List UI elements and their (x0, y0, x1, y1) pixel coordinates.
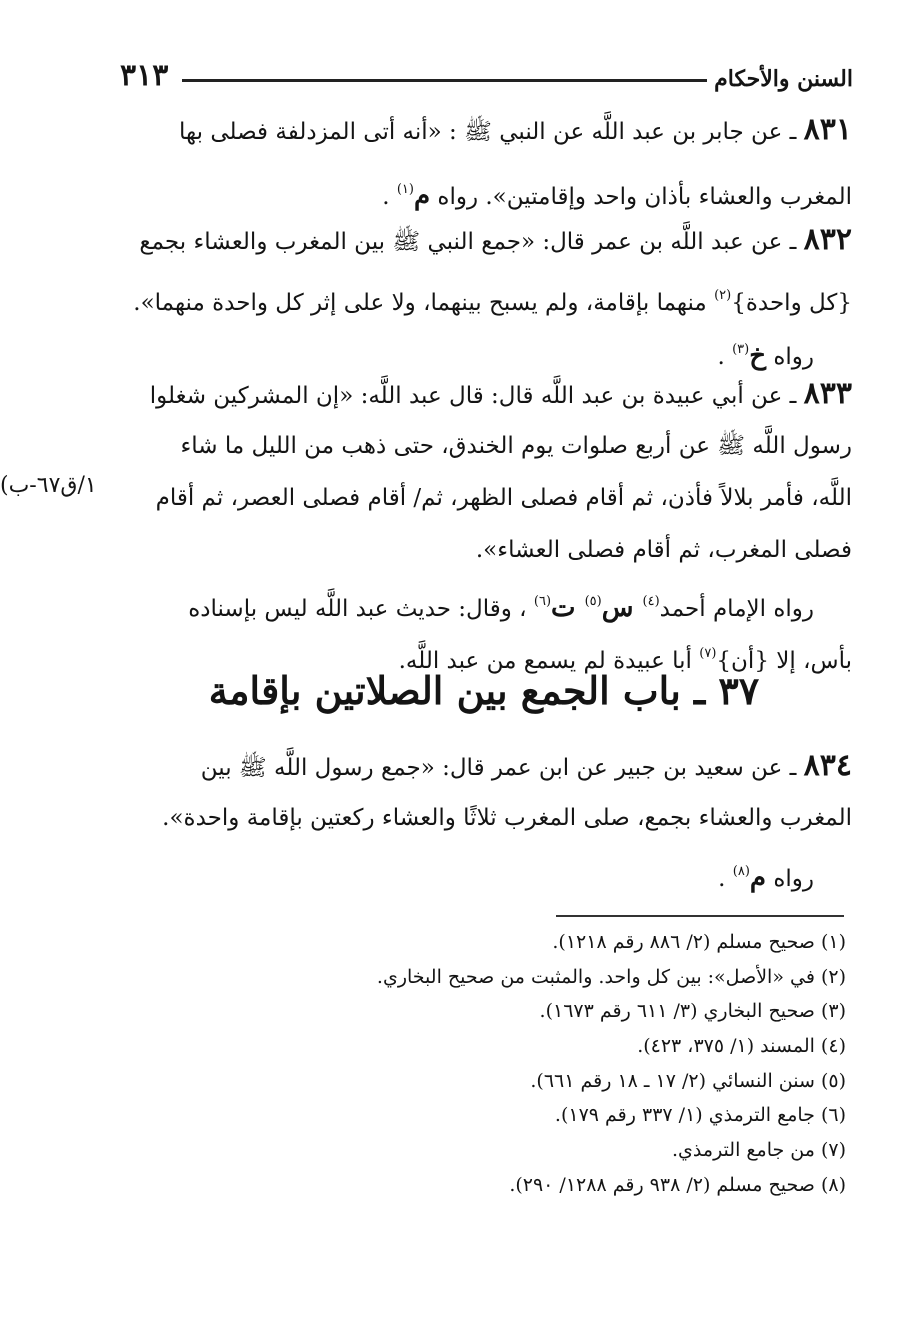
page-number: ٣١٣ (120, 58, 169, 93)
source-symbol: م (749, 863, 767, 893)
hadith-833-line-4 (116, 524, 852, 576)
hadith-number: ٨٣٣ (803, 376, 852, 411)
footnote-ref: (٤) (642, 594, 660, 609)
hadith-832-line-1 (116, 210, 852, 270)
running-header (118, 58, 853, 98)
hadith-text: ـ عن جابر بن عبد اللَّه عن النبي ﷺ : «أنه أتى المزدلفة فصلى بها (179, 119, 804, 145)
hadith-text: فصلى المغرب، ثم أقام فصلى العشاء». (475, 537, 852, 563)
manuscript-margin-note: (١/ق٦٧-ب (0, 473, 97, 498)
hadith-831-line-1 (116, 100, 852, 160)
footnote-ref: (٧) (699, 646, 717, 661)
header-rule (182, 79, 707, 82)
hadith-833-line-3 (116, 472, 852, 524)
source-symbol: س (601, 593, 643, 623)
hadith-833-line-5 (116, 576, 852, 628)
hadith-text: اللَّه، فأمر بلالاً فأذن، ثم أقام فصلى الظهر، ثم/ أقام فصلى العصر، ثم أقام (155, 485, 852, 511)
hadith-834 (116, 740, 852, 900)
hadith-text: المغرب والعشاء بأذان واحد وإقامتين». رواه (430, 184, 852, 210)
source-symbol: خ (749, 341, 767, 371)
hadith-834-line-1 (116, 740, 852, 792)
hadith-text: بأس، إلا {أن} (716, 648, 852, 674)
chapter-title: ٣٧ ـ باب الجمع بين الصلاتين بإقامة (208, 668, 760, 713)
hadith-834-line-2 (116, 792, 852, 844)
hadith-text: . (718, 866, 733, 892)
footnote-ref: (١) (396, 182, 414, 197)
source-symbol: م (413, 181, 431, 211)
hadith-text: منهما بإقامة، ولم يسبح بينهما، ولا على إثر كل واحدة منهما». (133, 290, 715, 316)
hadith-text: ـ عن سعيد بن جبير عن ابن عمر قال: «جمع رسول اللَّه ﷺ بين (200, 755, 804, 781)
footnote: (٧) من جامع الترمذي. (672, 1139, 846, 1162)
hadith-text: ـ عن عبد اللَّه بن عمر قال: «جمع النبي ﷺ بين المغرب والعشاء بجمع (139, 229, 804, 255)
footnote-ref: (٥) (584, 594, 602, 609)
hadith-text: رواه الإمام أحمد (659, 596, 814, 622)
hadith-text: . (382, 184, 397, 210)
footnote-ref: (٦) (533, 594, 552, 609)
footnote: (٨) صحيح مسلم (٢/ ٩٣٨ رقم ١٢٨٨/ ٢٩٠). (509, 1173, 846, 1196)
source-symbol: ت (551, 593, 585, 623)
footnote-ref: (٢) (714, 288, 732, 303)
hadith-text: رواه (766, 344, 814, 370)
hadith-number: ٨٣٢ (803, 222, 852, 257)
hadith-text: ، وقال: حديث عبد اللَّه ليس بإسناده (188, 596, 534, 622)
hadith-833-line-1 (116, 368, 852, 420)
hadith-833-line-2 (116, 420, 852, 472)
hadith-text: {كل واحدة} (731, 290, 852, 316)
footnote: (٥) سنن النسائي (٢/ ١٧ ـ ١٨ رقم ٦٦١). (530, 1069, 846, 1092)
hadith-text: رسول اللَّه ﷺ عن أربع صلوات يوم الخندق، حتى ذهب من الليل ما شاء (180, 433, 852, 459)
hadith-text: أبا عبيدة لم يسمع من عبد اللَّه. (398, 648, 700, 674)
hadith-number: ٨٣٤ (803, 748, 852, 783)
footnote: (٤) المسند (١/ ٣٧٥، ٤٢٣). (637, 1035, 846, 1058)
hadith-832-line-2 (116, 270, 852, 322)
running-title: السنن والأحكام (714, 66, 853, 92)
hadith-number: ٨٣١ (803, 112, 852, 147)
footnote: (٣) صحيح البخاري (٣/ ٦١١ رقم ١٦٧٣). (539, 1000, 846, 1023)
footnote: (٢) في «الأصل»: بين كل واحد. والمثبت من صحيح البخاري. (376, 965, 846, 988)
footnote-ref: (٨) (732, 864, 750, 879)
hadith-834-line-3 (116, 844, 852, 900)
hadith-831 (116, 100, 852, 220)
hadith-text: المغرب والعشاء بجمع، صلى المغرب ثلاثًا والعشاء ركعتين بإقامة واحدة». (162, 805, 852, 831)
footnote: (٦) جامع الترمذي (١/ ٣٣٧ رقم ١٧٩). (554, 1104, 846, 1127)
hadith-text: رواه (766, 866, 814, 892)
hadith-text: ـ عن أبي عبيدة بن عبد اللَّه قال: قال عبد اللَّه: «إن المشركين شغلوا (149, 383, 804, 409)
footnote-separator (556, 915, 844, 917)
hadith-832 (116, 210, 852, 378)
footnote-ref: (٣) (732, 342, 750, 357)
hadith-833 (116, 368, 852, 680)
footnotes (300, 925, 846, 1203)
hadith-text: . (717, 344, 733, 370)
footnote: (١) صحيح مسلم (٢/ ٨٨٦ رقم ١٢١٨). (552, 931, 846, 953)
